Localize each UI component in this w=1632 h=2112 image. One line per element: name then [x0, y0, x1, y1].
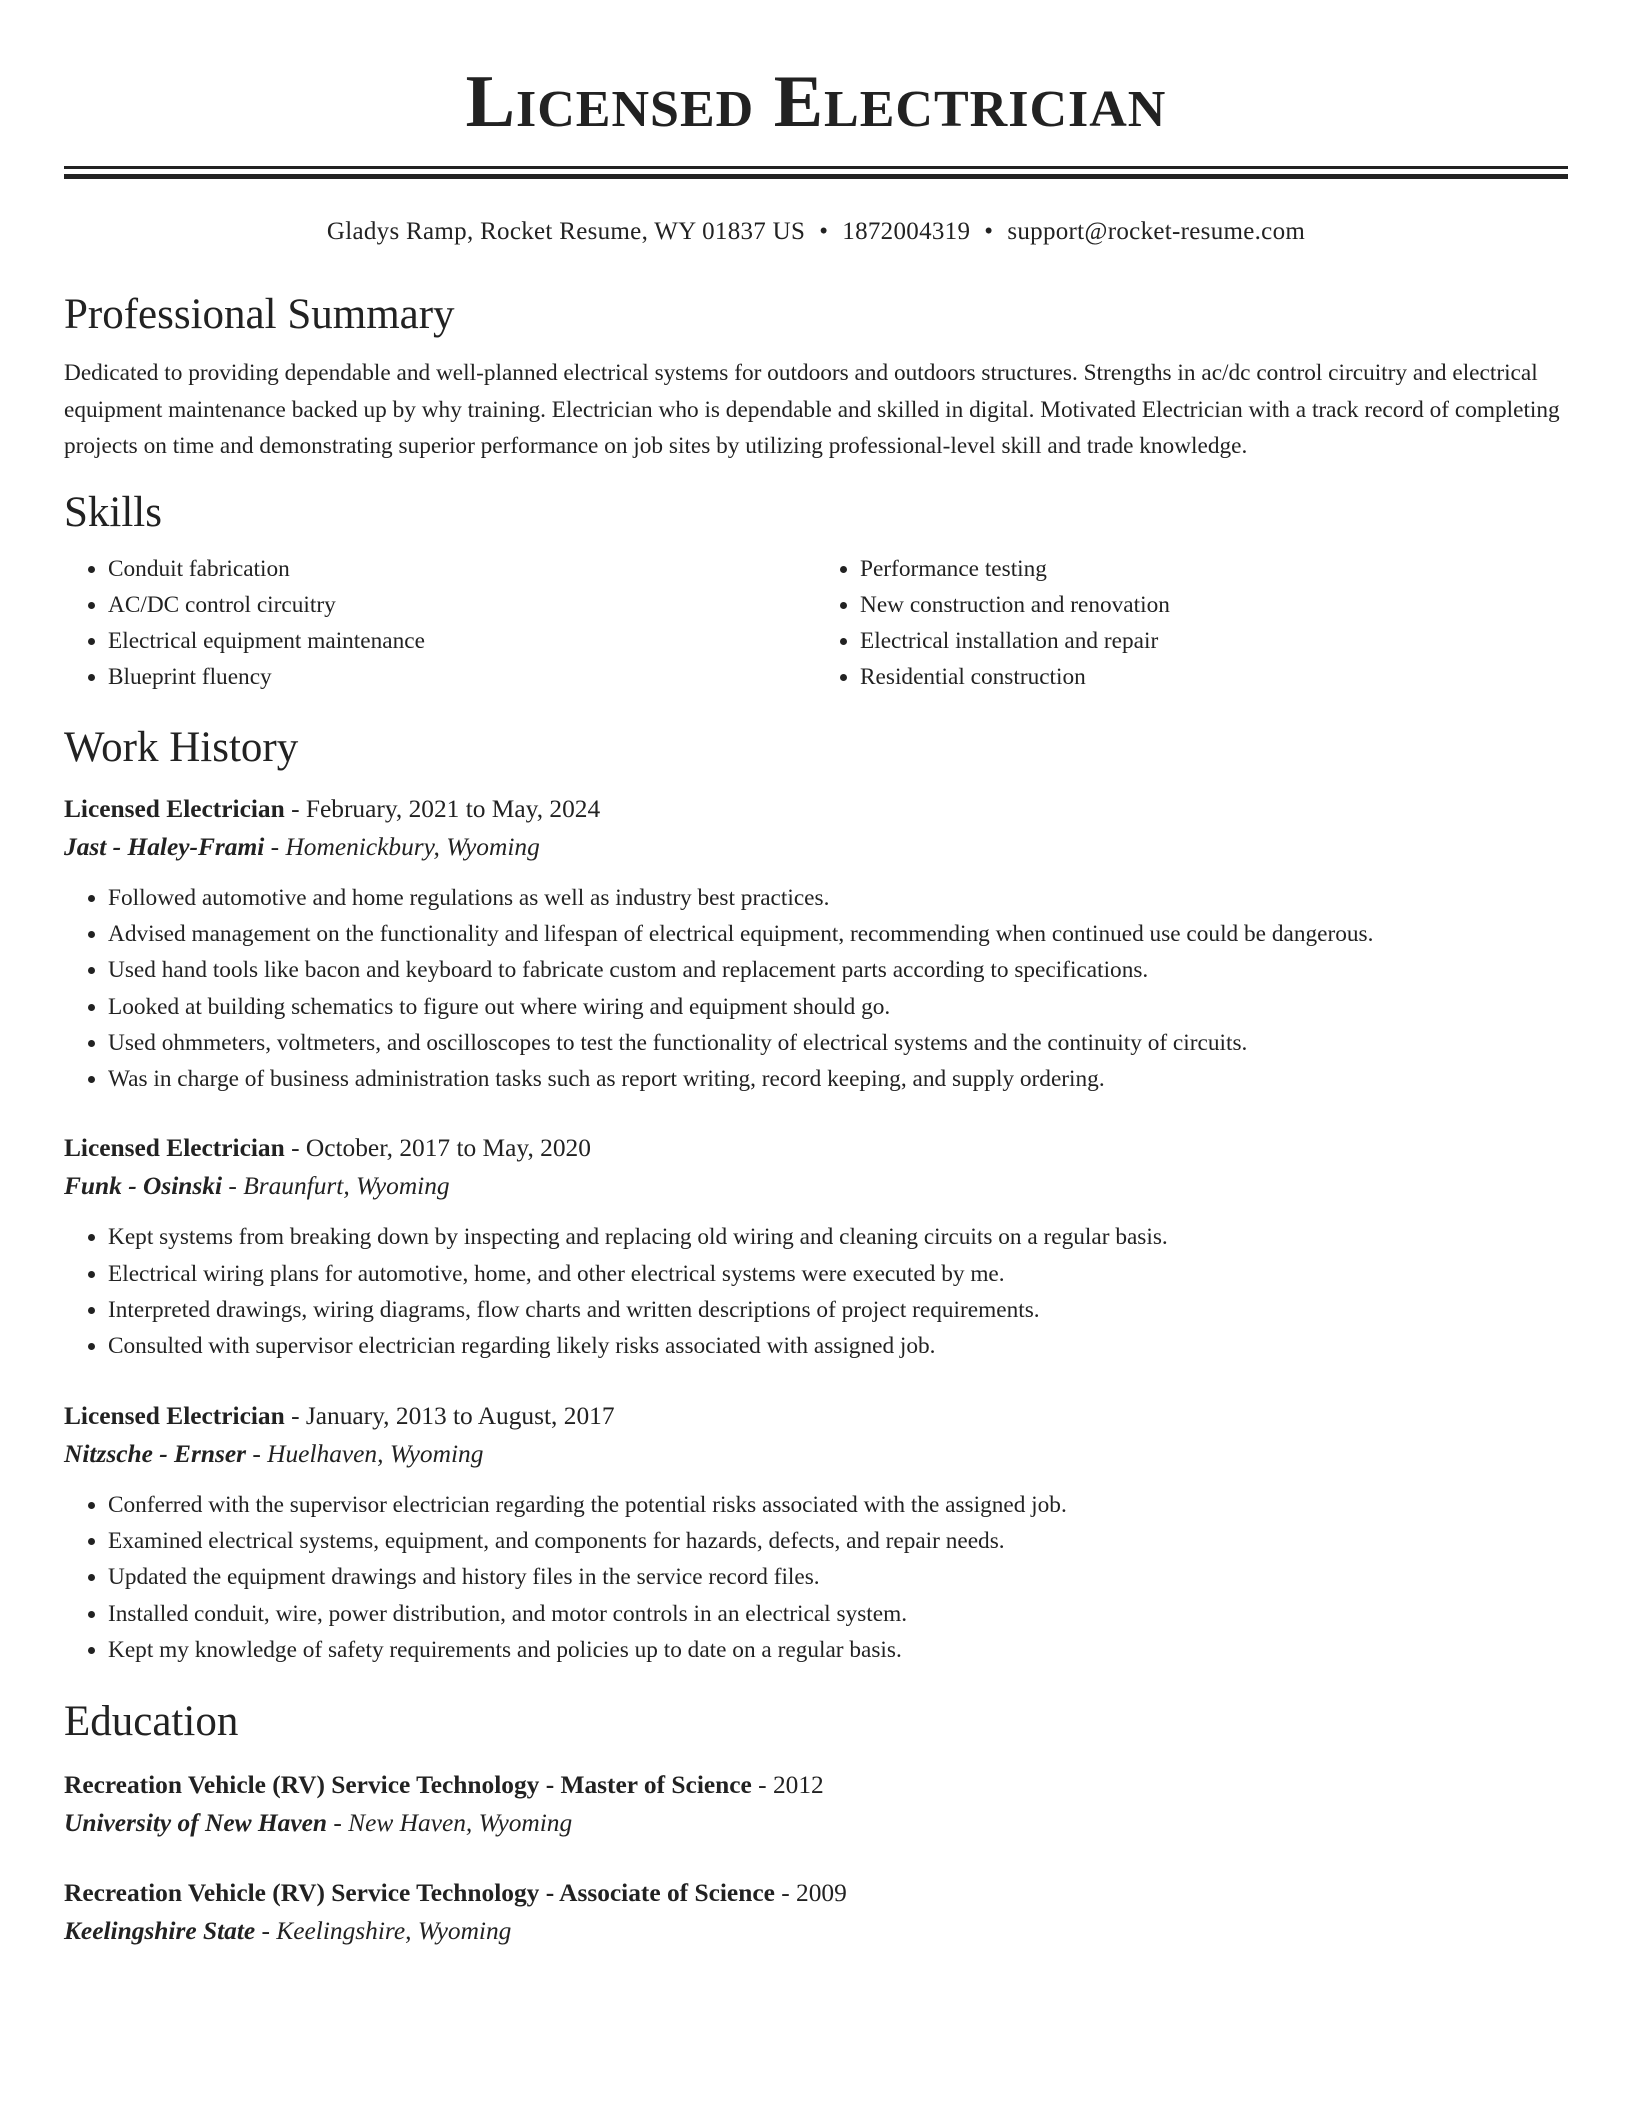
job-bullets: [64, 1487, 1568, 1668]
school-location: - New Haven, Wyoming: [327, 1809, 573, 1838]
summary-text: Dedicated to providing dependable and well-planned electrical systems for outdoors and outdoors structures. Strengths in ac/dc control circuitry and electrical equipment maintenance backed up by why training. Electrician who is dependable and skilled in digital. Motivated Electrician with a track record of completing projects on time and demonstrating superior performance on job sites by utilizing professional-level skill and trade knowledge.: [64, 360, 1560, 459]
summary-heading: Professional Summary: [64, 291, 455, 338]
education-heading: Education: [64, 1698, 239, 1746]
school-line: [64, 1912, 1568, 1950]
contact-separator: •: [819, 218, 829, 245]
resume-page: [64, 0, 1568, 1950]
school: Keelingshire State: [64, 1917, 256, 1946]
job-dates: - January, 2013 to August, 2017: [284, 1401, 615, 1430]
degree-line: [64, 1874, 1568, 1912]
school-line: [64, 1804, 1568, 1842]
contact-email: support@rocket-resume.com: [1007, 218, 1306, 245]
skill-item: • Blueprint fluency: [108, 659, 816, 695]
skill-item: • Performance testing: [860, 551, 1568, 587]
job-entry: [64, 1397, 1568, 1668]
job-bullet: • Used hand tools like bacon and keyboard to fabricate custom and replacement parts according to specifications.: [108, 952, 1568, 988]
job-title-line: [64, 790, 1568, 828]
work-history-heading: Work History: [64, 723, 299, 771]
school-location: - Keelingshire, Wyoming: [255, 1917, 512, 1946]
degree-year: - 2012: [751, 1771, 824, 1800]
skill-item: • Electrical installation and repair: [860, 623, 1568, 659]
degree-year: - 2009: [774, 1879, 847, 1908]
skill-item: • Residential construction: [860, 659, 1568, 695]
job-bullet: • Installed conduit, wire, power distribution, and motor controls in an electrical system.: [108, 1596, 1568, 1632]
job-company-line: [64, 828, 1568, 866]
job-location: - Braunfurt, Wyoming: [222, 1172, 450, 1201]
job-bullet: • Electrical wiring plans for automotive, home, and other electrical systems were executed by me.: [108, 1256, 1568, 1292]
skills-heading: Skills: [64, 488, 162, 536]
job-bullet: • Interpreted drawings, wiring diagrams, flow charts and written descriptions of project requirements.: [108, 1292, 1568, 1328]
job-bullet: • Was in charge of business administration tasks such as report writing, record keeping, and supply ordering.: [108, 1061, 1568, 1097]
job-bullets: [64, 1219, 1568, 1364]
page-title: Licensed Electrician: [465, 61, 1167, 143]
job-bullet: • Followed automotive and home regulations as well as industry best practices.: [108, 880, 1568, 916]
job-title-line: [64, 1397, 1568, 1435]
education-entry: [64, 1874, 1568, 1950]
contact-address: Gladys Ramp, Rocket Resume, WY 01837 US: [326, 218, 806, 245]
skill-item: • Electrical equipment maintenance: [108, 623, 816, 659]
job-dates: - October, 2017 to May, 2020: [284, 1134, 591, 1163]
skill-item: • Conduit fabrication: [108, 551, 816, 587]
skills-column-left: [64, 551, 816, 696]
title-rule-top: [64, 166, 1568, 169]
job-dates: - February, 2021 to May, 2024: [284, 794, 601, 823]
job-location: - Homenickbury, Wyoming: [264, 832, 540, 861]
job-bullet: • Consulted with supervisor electrician regarding likely risks associated with assigned job.: [108, 1328, 1568, 1364]
job-company-line: [64, 1167, 1568, 1205]
job-entry: [64, 1129, 1568, 1364]
contact-phone: 1872004319: [842, 218, 971, 245]
job-bullet: • Advised management on the functionality and lifespan of electrical equipment, recommending when continued use could be dangerous.: [108, 916, 1568, 952]
degree: Recreation Vehicle (RV) Service Technology - Associate of Science: [64, 1879, 775, 1908]
job-title: Licensed Electrician: [64, 1401, 285, 1430]
skills-list: [64, 551, 1568, 696]
job-company: Nitzsche - Ernser: [64, 1439, 246, 1468]
job-bullet: • Examined electrical systems, equipment, and components for hazards, defects, and repair needs.: [108, 1523, 1568, 1559]
job-title-line: [64, 1129, 1568, 1167]
skill-item: • AC/DC control circuitry: [108, 587, 816, 623]
skills-column-right: [816, 551, 1568, 696]
contact-separator: •: [984, 218, 994, 245]
degree: Recreation Vehicle (RV) Service Technology - Master of Science: [64, 1771, 752, 1800]
contact-line: [64, 215, 1568, 249]
job-bullet: • Used ohmmeters, voltmeters, and oscilloscopes to test the functionality of electrical systems and the continuity of circuits.: [108, 1025, 1568, 1061]
job-company-line: [64, 1435, 1568, 1473]
job-company: Funk - Osinski: [64, 1172, 223, 1201]
school: University of New Haven: [64, 1809, 328, 1838]
skill-item: • New construction and renovation: [860, 587, 1568, 623]
job-entry: [64, 790, 1568, 1098]
job-bullet: • Looked at building schematics to figure out where wiring and equipment should go.: [108, 989, 1568, 1025]
job-bullet: • Conferred with the supervisor electrician regarding the potential risks associated with the assigned job.: [108, 1487, 1568, 1523]
job-bullet: • Kept systems from breaking down by inspecting and replacing old wiring and cleaning circuits on a regular basis.: [108, 1219, 1568, 1255]
education-entry: [64, 1766, 1568, 1842]
title-rule-bottom: [64, 174, 1568, 179]
job-bullet: • Kept my knowledge of safety requirements and policies up to date on a regular basis.: [108, 1632, 1568, 1668]
job-location: - Huelhaven, Wyoming: [246, 1439, 484, 1468]
degree-line: [64, 1766, 1568, 1804]
job-title: Licensed Electrician: [64, 794, 285, 823]
job-bullet: • Updated the equipment drawings and history files in the service record files.: [108, 1559, 1568, 1595]
job-title: Licensed Electrician: [64, 1134, 285, 1163]
job-bullets: [64, 880, 1568, 1098]
job-company: Jast - Haley-Frami: [64, 832, 265, 861]
